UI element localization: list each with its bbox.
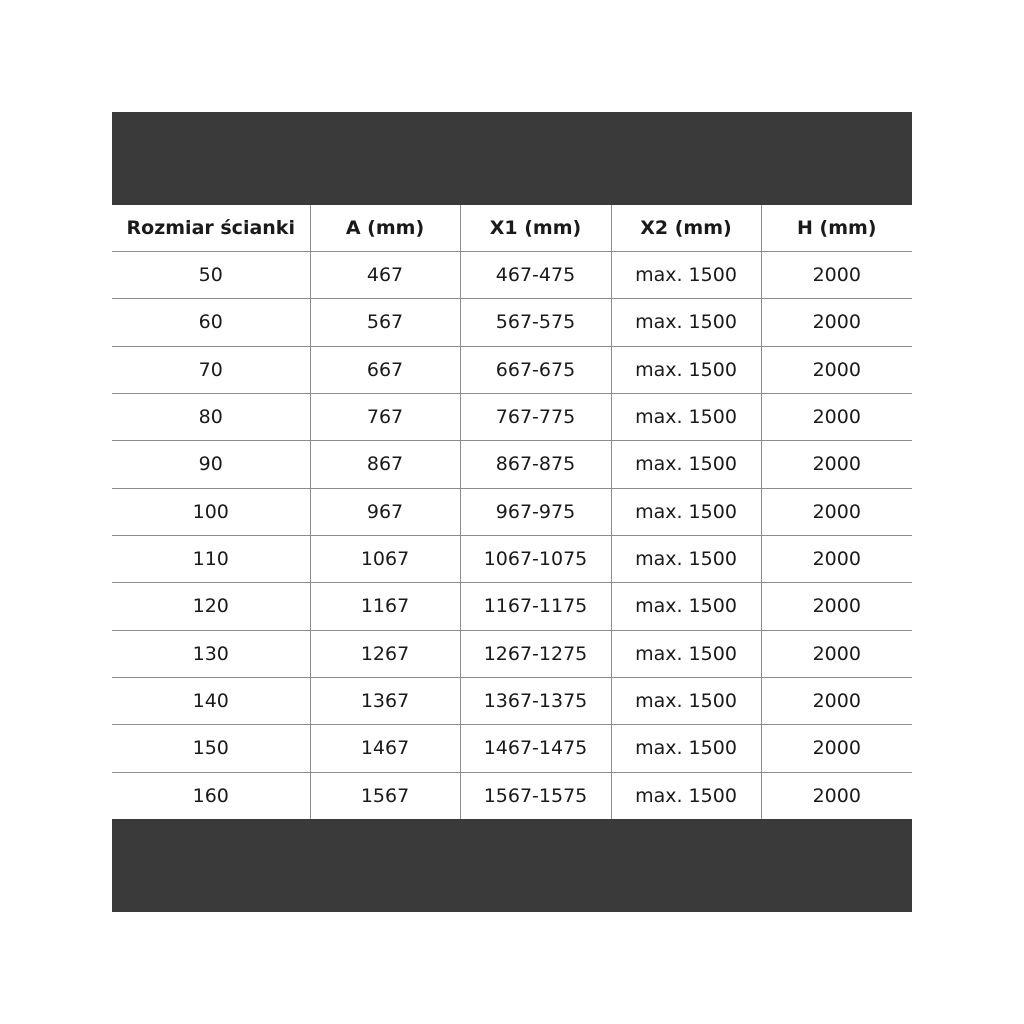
table-body: [112, 252, 912, 820]
header-cell: A (mm): [310, 205, 460, 252]
table-cell: 110: [112, 535, 310, 582]
table-cell: max. 1500: [611, 299, 761, 346]
table-cell: 2000: [761, 677, 912, 724]
size-table-container: [112, 205, 912, 819]
table-cell: 2000: [761, 583, 912, 630]
header-row: [112, 205, 912, 252]
table-cell: 2000: [761, 346, 912, 393]
table-cell: 2000: [761, 772, 912, 819]
table-cell: max. 1500: [611, 535, 761, 582]
table-cell: 2000: [761, 630, 912, 677]
table-cell: 130: [112, 630, 310, 677]
table-cell: 467: [310, 252, 460, 299]
table-cell: 150: [112, 725, 310, 772]
table-cell: 1167: [310, 583, 460, 630]
table-cell: max. 1500: [611, 630, 761, 677]
table-cell: 2000: [761, 488, 912, 535]
table-cell: max. 1500: [611, 393, 761, 440]
table-cell: 2000: [761, 535, 912, 582]
table-row: [112, 252, 912, 299]
table-cell: max. 1500: [611, 346, 761, 393]
table-cell: 467-475: [460, 252, 611, 299]
table-cell: 160: [112, 772, 310, 819]
table-cell: 60: [112, 299, 310, 346]
table-cell: 1267: [310, 630, 460, 677]
table-row: [112, 677, 912, 724]
table-cell: max. 1500: [611, 441, 761, 488]
table-cell: 867-875: [460, 441, 611, 488]
table-cell: 867: [310, 441, 460, 488]
table-row: [112, 346, 912, 393]
table-cell: 120: [112, 583, 310, 630]
table-cell: 50: [112, 252, 310, 299]
table-cell: 967-975: [460, 488, 611, 535]
table-row: [112, 299, 912, 346]
table-cell: max. 1500: [611, 725, 761, 772]
table-cell: 80: [112, 393, 310, 440]
table-row: [112, 725, 912, 772]
table-cell: max. 1500: [611, 677, 761, 724]
table-cell: 2000: [761, 725, 912, 772]
table-row: [112, 488, 912, 535]
table-cell: 2000: [761, 393, 912, 440]
table-cell: 667-675: [460, 346, 611, 393]
table-cell: 667: [310, 346, 460, 393]
table-cell: 1167-1175: [460, 583, 611, 630]
table-cell: 70: [112, 346, 310, 393]
table-cell: 767: [310, 393, 460, 440]
table-cell: 2000: [761, 299, 912, 346]
table-cell: 767-775: [460, 393, 611, 440]
header-cell: Rozmiar ścianki: [112, 205, 310, 252]
table-cell: 1267-1275: [460, 630, 611, 677]
table-cell: 1067: [310, 535, 460, 582]
table-row: [112, 630, 912, 677]
table-cell: 1067-1075: [460, 535, 611, 582]
table-cell: max. 1500: [611, 488, 761, 535]
header-cell: X2 (mm): [611, 205, 761, 252]
table-cell: max. 1500: [611, 252, 761, 299]
table-cell: 1367-1375: [460, 677, 611, 724]
table-row: [112, 535, 912, 582]
table-cell: 567-575: [460, 299, 611, 346]
table-cell: 2000: [761, 252, 912, 299]
table-row: [112, 393, 912, 440]
table-cell: 967: [310, 488, 460, 535]
table-cell: max. 1500: [611, 772, 761, 819]
table-row: [112, 772, 912, 819]
table-cell: 1367: [310, 677, 460, 724]
table-cell: 90: [112, 441, 310, 488]
table-cell: 1567: [310, 772, 460, 819]
table-cell: 567: [310, 299, 460, 346]
table-row: [112, 583, 912, 630]
table-cell: 100: [112, 488, 310, 535]
table-cell: 1567-1575: [460, 772, 611, 819]
table-cell: max. 1500: [611, 583, 761, 630]
table-cell: 140: [112, 677, 310, 724]
table-cell: 1467: [310, 725, 460, 772]
header-cell: H (mm): [761, 205, 912, 252]
table-cell: 2000: [761, 441, 912, 488]
table-row: [112, 441, 912, 488]
table-cell: 1467-1475: [460, 725, 611, 772]
size-table: [112, 205, 912, 819]
header-cell: X1 (mm): [460, 205, 611, 252]
